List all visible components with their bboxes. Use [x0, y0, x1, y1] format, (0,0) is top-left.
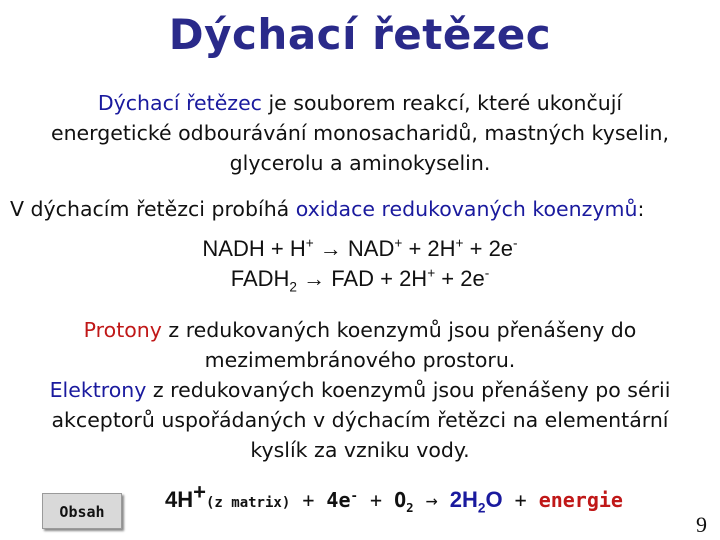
final-plus-3: + — [502, 488, 539, 512]
eq2-part-a: FADH — [230, 266, 290, 291]
electrons-line-3: kyslík za vzniku vody. — [250, 438, 470, 462]
final-hydrogen: 4H — [165, 487, 194, 512]
final-oxygen-subscript: 2 — [406, 500, 414, 515]
eq1-part-d: + 2e — [463, 236, 514, 261]
fadh2-equation — [0, 265, 720, 295]
eq2-part-c: + 2e — [435, 266, 485, 291]
final-arrow: → — [413, 488, 450, 512]
final-water-subscript: 2 — [477, 500, 486, 516]
intro-line-3: glycerolu a aminokyselin. — [229, 151, 491, 175]
statement-prefix: V dýchacím řetězci probíhá — [10, 197, 296, 221]
protons-line-1 — [0, 315, 720, 345]
eq1-part-b: → NAD — [313, 236, 395, 261]
slide-title: Dýchací řetězec — [168, 10, 552, 59]
final-plus-1: + — [290, 488, 327, 512]
page-number: 9 — [696, 512, 707, 537]
final-hydrogen-charge: + — [193, 479, 206, 505]
intro-line-1-rest: je souborem reakcí, které ukončují — [261, 91, 623, 115]
eq2-sup-b: + — [427, 265, 436, 281]
final-oxygen: O — [394, 488, 407, 512]
final-plus-2: + — [357, 488, 395, 512]
statement-suffix: : — [637, 197, 645, 221]
electrons-line-1-rest: z redukovaných koenzymů jsou přenášeny po sérii — [146, 378, 671, 402]
protons-line-2: mezimembránového prostoru. — [204, 348, 516, 372]
intro-paragraph — [0, 88, 720, 178]
eq1-sup-a: + — [305, 235, 314, 251]
final-energy: energie — [538, 488, 623, 512]
statement-highlight: oxidace redukovaných koenzymů — [295, 197, 638, 221]
final-water-o: O — [485, 487, 503, 512]
eq1-part-a: NADH + H — [202, 236, 306, 261]
eq1-sup-b: + — [394, 235, 403, 251]
intro-term: Dýchací řetězec — [97, 91, 262, 115]
eq2-sub-a: 2 — [289, 279, 297, 295]
electrons-line-1 — [0, 375, 720, 405]
final-electron-charge: - — [350, 487, 358, 503]
oxidation-statement — [10, 196, 710, 222]
protons-line-1-rest: z redukovaných koenzymů jsou přenášeny do — [161, 318, 637, 342]
eq1-sup-c: + — [455, 235, 464, 251]
transport-paragraph — [0, 315, 720, 465]
electrons-line-2: akceptorů uspořádaných v dýchacím řetězci na elementární — [51, 408, 669, 432]
final-water-h: 2H — [449, 487, 478, 512]
final-electrons: 4e — [326, 488, 351, 512]
contents-button[interactable]: Obsah — [42, 493, 122, 529]
protons-term: Protony — [83, 318, 162, 342]
eq2-sup-c: - — [484, 265, 490, 281]
final-matrix-label: (z matrix) — [205, 495, 291, 511]
eq1-sup-d: - — [513, 235, 518, 251]
eq1-part-c: + 2H — [402, 236, 456, 261]
eq2-part-b: → FAD + 2H — [296, 266, 428, 291]
intro-line-2: energetické odbourávání monosacharidů, mastných kyselin, — [50, 121, 670, 145]
final-water — [449, 487, 503, 516]
nadh-equation — [0, 236, 720, 262]
overall-equation — [165, 479, 623, 516]
electrons-term: Elektrony — [49, 378, 147, 402]
intro-line-1 — [0, 88, 720, 118]
